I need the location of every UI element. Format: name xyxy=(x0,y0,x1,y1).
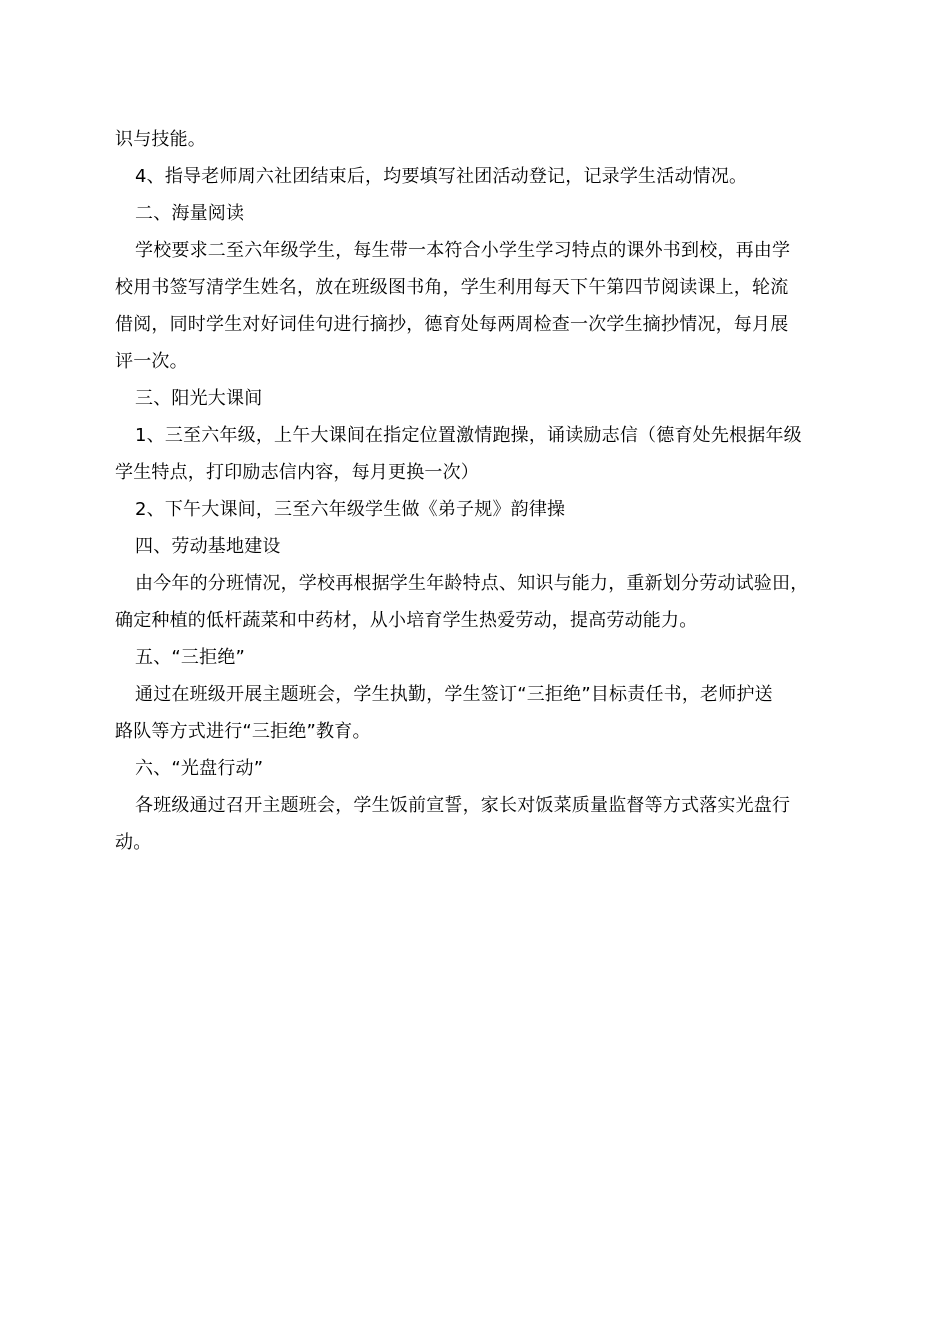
para-break-2 xyxy=(115,491,835,528)
text-line: 路队等方式进行“三拒绝”教育。 xyxy=(115,721,371,742)
text-line: 借阅，同时学生对好词佳句进行摘抄，德育处每两周检查一次学生摘抄情况，每月展 xyxy=(115,314,789,335)
para-break-1 xyxy=(115,417,835,491)
heading-labor-base: 四、劳动基地建设 xyxy=(135,536,281,557)
text-line: 校用书签写清学生姓名，放在班级图书角，学生利用每天下午第四节阅读课上，轮流 xyxy=(115,277,789,298)
para-labor xyxy=(115,565,835,639)
heading-reading: 二、海量阅读 xyxy=(135,203,245,224)
text-line: 识与技能。 xyxy=(115,129,206,150)
text-line: 4、指导老师周六社团结束后，均要填写社团活动登记，记录学生活动情况。 xyxy=(135,166,748,187)
para-clean-plate xyxy=(115,787,835,861)
para-item-4 xyxy=(115,158,835,195)
para-reading xyxy=(115,232,835,380)
text-line: 各班级通过召开主题班会，学生饭前宣誓，家长对饭菜质量监督等方式落实光盘行 xyxy=(135,795,791,816)
heading-clean-plate: 六、“光盘行动” xyxy=(135,758,264,779)
para-skills-continuation xyxy=(115,121,835,158)
text-line: 动。 xyxy=(115,832,152,853)
text-line: 评一次。 xyxy=(115,351,188,372)
text-line: 1、三至六年级，上午大课间在指定位置激情跑操，诵读励志信（德育处先根据年级 xyxy=(135,425,802,446)
heading-sunshine-break: 三、阳光大课间 xyxy=(135,388,263,409)
para-refusals xyxy=(115,676,835,750)
heading-three-refusals: 五、“三拒绝” xyxy=(135,647,246,668)
text-line: 学生特点，打印励志信内容，每月更换一次） xyxy=(115,462,479,483)
text-line: 学校要求二至六年级学生，每生带一本符合小学生学习特点的课外书到校，再由学 xyxy=(135,240,791,261)
text-line: 由今年的分班情况，学校再根据学生年龄特点、知识与能力，重新划分劳动试验田， xyxy=(135,573,809,594)
document-body xyxy=(115,121,835,861)
text-line: 通过在班级开展主题班会，学生执勤，学生签订“三拒绝”目标责任书，老师护送 xyxy=(135,684,773,705)
text-line: 确定种植的低杆蔬菜和中药材，从小培育学生热爱劳动，提高劳动能力。 xyxy=(115,610,698,631)
text-line: 2、下午大课间，三至六年级学生做《弟子规》韵律操 xyxy=(135,499,566,520)
